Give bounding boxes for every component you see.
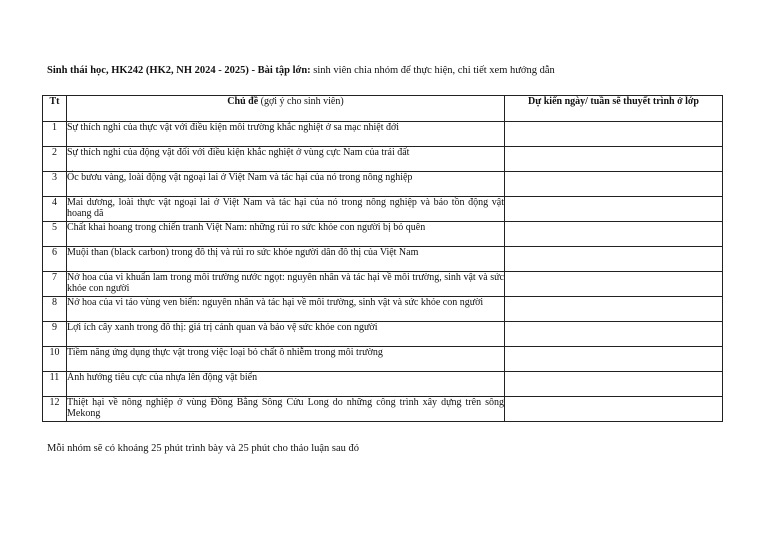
topics-table [42, 95, 723, 422]
table-row [43, 122, 723, 147]
topic-rows [43, 122, 723, 422]
row-number: 6 [43, 247, 67, 272]
table-row [43, 297, 723, 322]
row-number: 8 [43, 297, 67, 322]
row-topic: Sự thích nghi của động vật đối với điều kiện khắc nghiệt ở vùng cực Nam của trái đất [67, 147, 505, 172]
row-number: 4 [43, 197, 67, 222]
heading-description: sinh viên chia nhóm để thực hiện, chi tiết xem hướng dẫn [310, 65, 555, 76]
row-topic: Sự thích nghi của thực vật với điều kiện môi trường khắc nghiệt ở sa mạc nhiệt đới [67, 122, 505, 147]
row-presentation-date[interactable] [505, 272, 723, 297]
table-header-row [43, 96, 723, 122]
row-topic: Tiềm năng ứng dụng thực vật trong việc loại bỏ chất ô nhiễm trong môi trường [67, 347, 505, 372]
row-topic: Ảnh hưởng tiêu cực của nhựa lên động vật biển [67, 372, 505, 397]
row-topic: Nở hoa của vi khuẩn lam trong môi trường nước ngọt: nguyên nhân và tác hại về môi trường, sinh vật và sức khỏe con người [67, 272, 505, 297]
row-presentation-date[interactable] [505, 222, 723, 247]
row-presentation-date[interactable] [505, 297, 723, 322]
column-header-topic-note: (gợi ý cho sinh viên) [258, 96, 344, 107]
column-header-topic [67, 96, 505, 122]
table-row [43, 197, 723, 222]
row-presentation-date[interactable] [505, 147, 723, 172]
row-number: 10 [43, 347, 67, 372]
row-topic: Nở hoa của vi tảo vùng ven biển: nguyên nhân và tác hại về môi trường, sinh vật và sức khỏe con người [67, 297, 505, 322]
column-header-topic-label: Chủ đề [227, 96, 259, 107]
footer-note: Mỗi nhóm sẽ có khoảng 25 phút trình bày và 25 phút cho thảo luận sau đó [47, 443, 360, 454]
row-presentation-date[interactable] [505, 197, 723, 222]
table-row [43, 372, 723, 397]
row-presentation-date[interactable] [505, 322, 723, 347]
table-row [43, 272, 723, 297]
row-presentation-date[interactable] [505, 172, 723, 197]
row-topic: Thiệt hại về nông nghiệp ở vùng Đồng Bằng Sông Cửu Long do những công trình xây dựng trên sông Mekong [67, 397, 505, 422]
table-row [43, 172, 723, 197]
row-presentation-date[interactable] [505, 122, 723, 147]
row-presentation-date[interactable] [505, 372, 723, 397]
row-number: 7 [43, 272, 67, 297]
row-topic: Ốc bươu vàng, loài động vật ngoại lai ở Việt Nam và tác hại của nó trong nông nghiệp [67, 172, 505, 197]
row-number: 1 [43, 122, 67, 147]
row-number: 2 [43, 147, 67, 172]
table-row [43, 397, 723, 422]
row-number: 5 [43, 222, 67, 247]
row-number: 12 [43, 397, 67, 422]
table-row [43, 247, 723, 272]
row-topic: Lợi ích cây xanh trong đô thị: giá trị cảnh quan và bảo vệ sức khỏe con người [67, 322, 505, 347]
row-number: 11 [43, 372, 67, 397]
table-row [43, 322, 723, 347]
row-number: 9 [43, 322, 67, 347]
row-number: 3 [43, 172, 67, 197]
table-row [43, 347, 723, 372]
table-row [43, 147, 723, 172]
row-presentation-date[interactable] [505, 247, 723, 272]
column-header-number: Tt [43, 96, 67, 122]
assignment-heading [47, 64, 737, 77]
heading-title: Sinh thái học, HK242 (HK2, NH 2024 - 2025) - Bài tập lớn: [47, 65, 311, 76]
table-row [43, 222, 723, 247]
row-topic: Mai dương, loài thực vật ngoại lai ở Việt Nam và tác hại của nó trong nông nghiệp và bảo tồn động vật hoang dã [67, 197, 505, 222]
column-header-presentation-date: Dự kiến ngày/ tuần sẽ thuyết trình ở lớp [505, 96, 723, 122]
row-presentation-date[interactable] [505, 397, 723, 422]
row-topic: Chất khai hoang trong chiến tranh Việt Nam: những rủi ro sức khỏe con người bị bỏ quên [67, 222, 505, 247]
row-topic: Muội than (black carbon) trong đô thị và rủi ro sức khỏe người dân đô thị của Việt Nam [67, 247, 505, 272]
row-presentation-date[interactable] [505, 347, 723, 372]
